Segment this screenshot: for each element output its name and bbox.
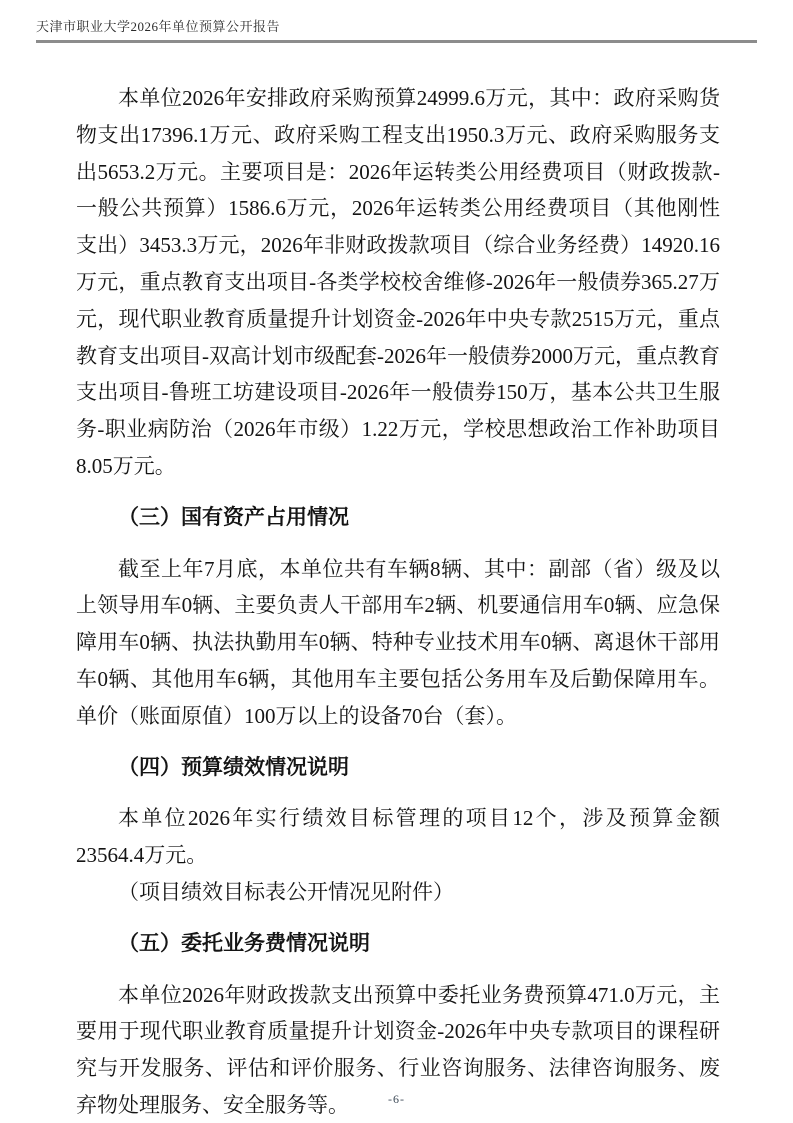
document-body	[76, 80, 720, 1123]
page-number: -6-	[388, 1092, 405, 1106]
para-performance-targets: 本单位2026年实行绩效目标管理的项目12个，涉及预算金额23564.4万元。	[76, 806, 720, 868]
heading-budget-performance: （四）预算绩效情况说明	[118, 754, 349, 779]
para-government-procurement-budget: 本单位2026年安排政府采购预算24999.6万元，其中：政府采购货物支出17396.1万元、政府采购工程支出1950.3万元、政府采购服务支出5653.2万元。主要项目是：2026年运转类公用经费项目（财政拨款-一般公共预算）1586.6万元，2026年运转类公用经费项目（其他刚性支出）3453.3万元，2026年非财政拨款项目（综合业务经费）14920.16万元，重点教育支出项目-各类学校校舍维修-2026年一般债券365.27万元，现代职业教育质量提升计划资金-2026年中央专款2515万元，重点教育支出项目-双高计划市级配套-2026年一般债券2000万元，重点教育支出项目-鲁班工坊建设项目-2026年一般债券150万，基本公共卫生服务-职业病防治（2026年市级）1.22万元，学校思想政治工作补助项目8.05万元。	[76, 86, 720, 478]
document-header	[36, 19, 757, 43]
para-entrusted-services-budget: 本单位2026年财政拨款支出预算中委托业务费预算471.0万元，主要用于现代职业教育质量提升计划资金-2026年中央专款项目的课程研究与开发服务、评估和评价服务、行业咨询服务、法律咨询服务、废弃物处理服务、安全服务等。	[76, 982, 720, 1117]
para-vehicles-and-equipment: 截至上年7月底，本单位共有车辆8辆、其中：副部（省）级及以上领导用车0辆、主要负责人干部用车2辆、机要通信用车0辆、应急保障用车0辆、执法执勤用车0辆、特种专业技术用车0辆、离退休干部用车0辆、其他用车6辆，其他用车主要包括公务用车及后勤保障用车。单价（账面原值）100万以上的设备70台（套）。	[76, 556, 720, 728]
heading-entrusted-services-fee: （五）委托业务费情况说明	[118, 930, 370, 955]
document-header-title: 天津市职业大学2026年单位预算公开报告	[36, 19, 281, 34]
heading-state-assets-occupancy: （三）国有资产占用情况	[118, 504, 349, 529]
note-performance-attachment: （项目绩效目标表公开情况见附件）	[118, 879, 454, 904]
